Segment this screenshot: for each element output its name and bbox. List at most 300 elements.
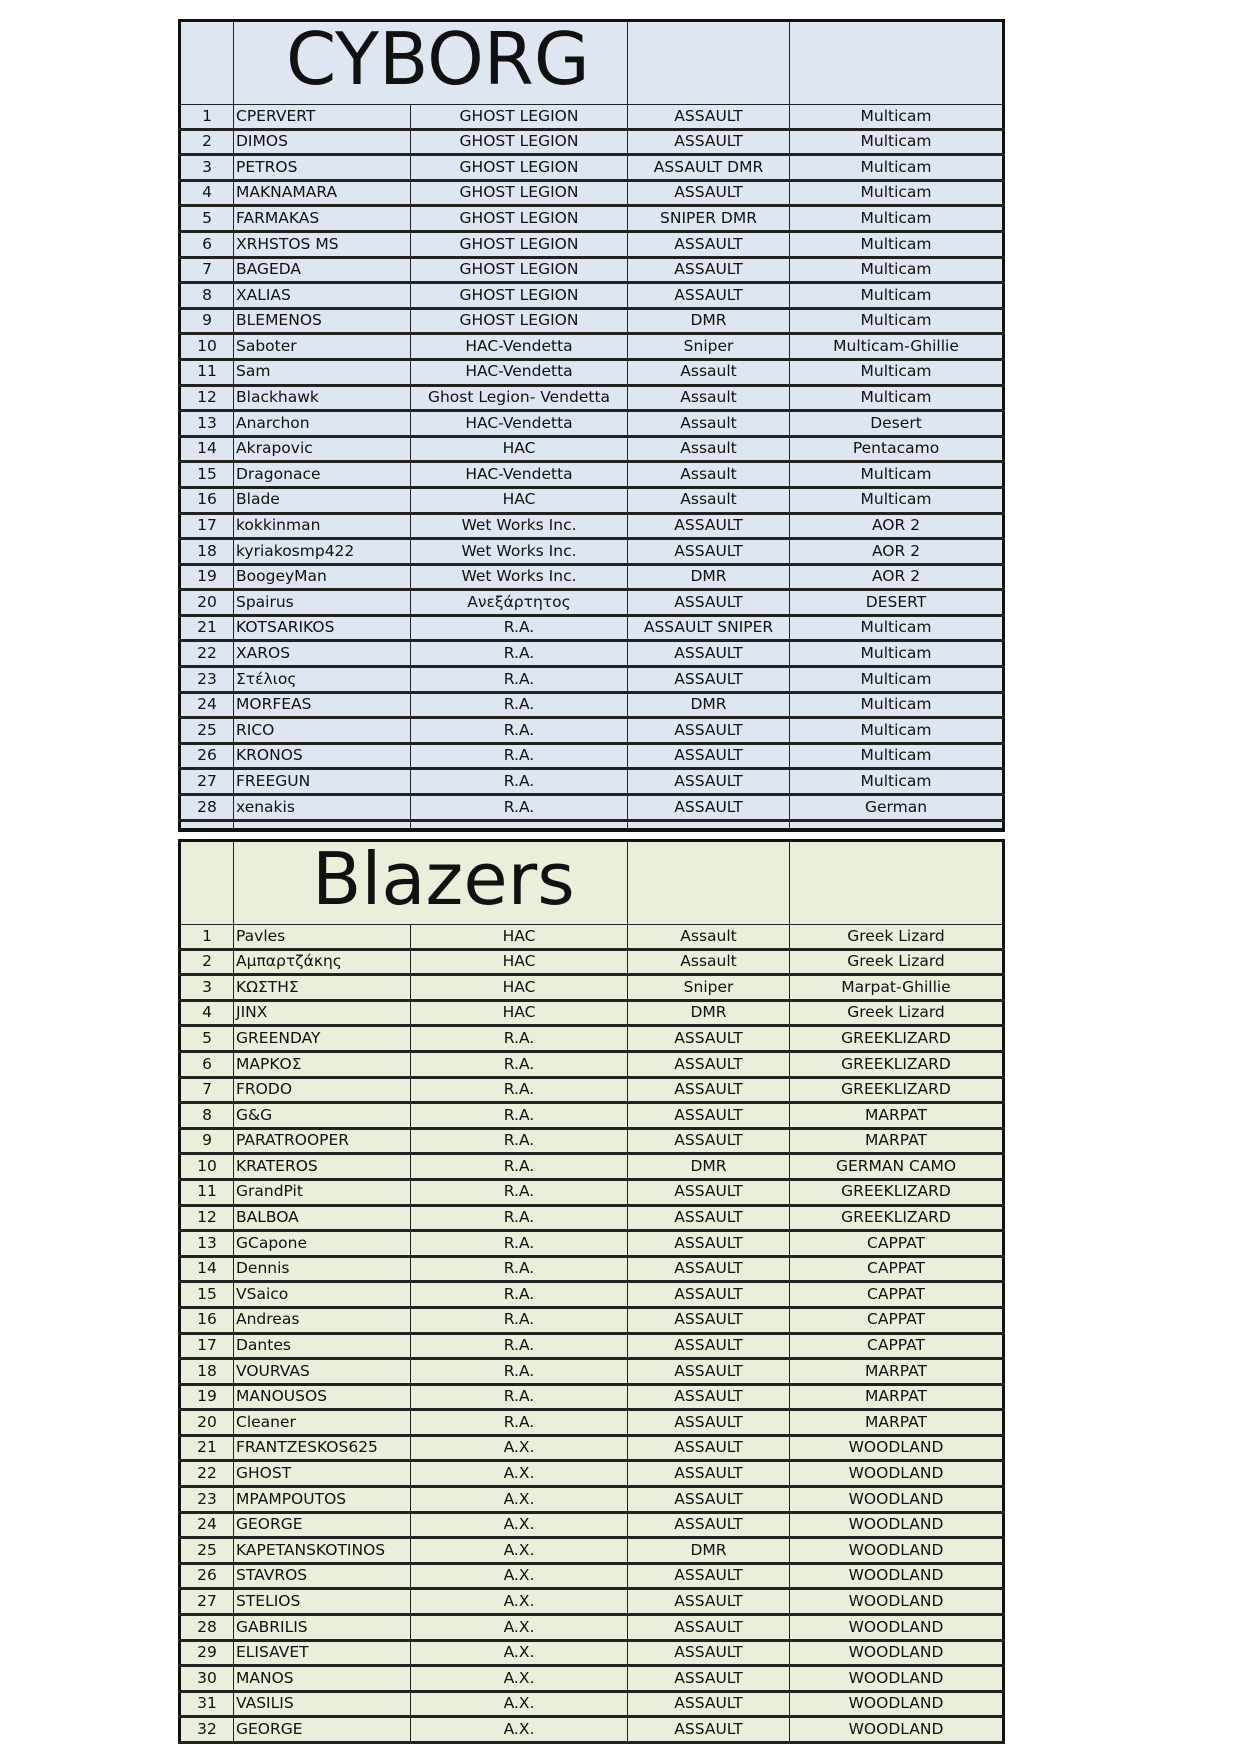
- player-number: 5: [180, 1026, 234, 1052]
- player-number: 4: [180, 180, 234, 206]
- player-role: ASSAULT: [628, 795, 790, 821]
- player-name: GEORGE: [234, 1717, 411, 1743]
- player-name: Pavles: [234, 925, 411, 950]
- player-camo: WOODLAND: [790, 1615, 1004, 1641]
- player-number: 18: [180, 1359, 234, 1385]
- player-number: 13: [180, 1231, 234, 1257]
- player-role: ASSAULT: [628, 718, 790, 744]
- player-name: DIMOS: [234, 129, 411, 155]
- player-camo: Multicam: [790, 615, 1004, 641]
- player-group: GHOST LEGION: [411, 129, 628, 155]
- table-row: [180, 1154, 1004, 1180]
- player-camo: MARPAT: [790, 1410, 1004, 1436]
- player-role: ASSAULT: [628, 1615, 790, 1641]
- player-group: GHOST LEGION: [411, 308, 628, 334]
- player-camo: Multicam: [790, 667, 1004, 693]
- table-row: [180, 334, 1004, 360]
- table-row: [180, 1461, 1004, 1487]
- spacer-cell: [234, 820, 411, 830]
- player-name: Akrapovic: [234, 436, 411, 462]
- player-name: Blackhawk: [234, 385, 411, 411]
- player-number: 26: [180, 1563, 234, 1589]
- player-role: Assault: [628, 436, 790, 462]
- player-role: ASSAULT: [628, 180, 790, 206]
- player-role: ASSAULT: [628, 1384, 790, 1410]
- player-number: 16: [180, 487, 234, 513]
- player-number: 3: [180, 155, 234, 181]
- player-camo: WOODLAND: [790, 1487, 1004, 1513]
- player-group: A.X.: [411, 1563, 628, 1589]
- player-number: 20: [180, 1410, 234, 1436]
- player-camo: AOR 2: [790, 539, 1004, 565]
- team-header-row: [180, 841, 1004, 925]
- player-group: R.A.: [411, 1384, 628, 1410]
- player-number: 24: [180, 692, 234, 718]
- player-camo: WOODLAND: [790, 1691, 1004, 1717]
- player-group: HAC: [411, 949, 628, 975]
- player-number: 30: [180, 1666, 234, 1692]
- spacer-cell: [790, 820, 1004, 830]
- player-name: CPERVERT: [234, 105, 411, 130]
- player-group: R.A.: [411, 1077, 628, 1103]
- table-row: [180, 385, 1004, 411]
- player-role: ASSAULT: [628, 1051, 790, 1077]
- player-role: ASSAULT: [628, 1282, 790, 1308]
- player-name: PETROS: [234, 155, 411, 181]
- player-number: 18: [180, 539, 234, 565]
- table-row: [180, 1512, 1004, 1538]
- player-name: GrandPit: [234, 1179, 411, 1205]
- player-number: 7: [180, 257, 234, 283]
- player-camo: GREEKLIZARD: [790, 1026, 1004, 1052]
- player-number: 13: [180, 411, 234, 437]
- table-row: [180, 436, 1004, 462]
- player-name: FRANTZESKOS625: [234, 1435, 411, 1461]
- player-group: A.X.: [411, 1666, 628, 1692]
- player-number: 8: [180, 1103, 234, 1129]
- player-camo: Greek Lizard: [790, 1000, 1004, 1026]
- player-name: FREEGUN: [234, 769, 411, 795]
- player-number: 1: [180, 925, 234, 950]
- player-role: ASSAULT: [628, 231, 790, 257]
- player-number: 9: [180, 1128, 234, 1154]
- player-role: ASSAULT: [628, 1026, 790, 1052]
- player-camo: AOR 2: [790, 513, 1004, 539]
- player-number: 11: [180, 1179, 234, 1205]
- player-group: Wet Works Inc.: [411, 539, 628, 565]
- player-group: R.A.: [411, 1179, 628, 1205]
- table-row: [180, 1538, 1004, 1564]
- player-number: 23: [180, 1487, 234, 1513]
- player-camo: CAPPAT: [790, 1307, 1004, 1333]
- player-name: Sam: [234, 359, 411, 385]
- player-name: VOURVAS: [234, 1359, 411, 1385]
- table-row: [180, 743, 1004, 769]
- player-camo: WOODLAND: [790, 1538, 1004, 1564]
- player-name: KRATEROS: [234, 1154, 411, 1180]
- player-group: R.A.: [411, 641, 628, 667]
- table-row: [180, 257, 1004, 283]
- table-row: [180, 105, 1004, 130]
- player-name: Cleaner: [234, 1410, 411, 1436]
- player-name: GABRILIS: [234, 1615, 411, 1641]
- player-name: ΜΑΡΚΟΣ: [234, 1051, 411, 1077]
- table-row: [180, 564, 1004, 590]
- player-role: ASSAULT: [628, 1691, 790, 1717]
- player-name: BALBOA: [234, 1205, 411, 1231]
- table-row: [180, 231, 1004, 257]
- player-group: R.A.: [411, 1359, 628, 1385]
- player-group: A.X.: [411, 1461, 628, 1487]
- player-number: 20: [180, 590, 234, 616]
- player-role: Assault: [628, 949, 790, 975]
- player-number: 15: [180, 1282, 234, 1308]
- table-row: [180, 1333, 1004, 1359]
- player-camo: CAPPAT: [790, 1333, 1004, 1359]
- table-row: [180, 1717, 1004, 1743]
- table-row: [180, 1179, 1004, 1205]
- player-camo: Multicam: [790, 641, 1004, 667]
- player-role: ASSAULT: [628, 1128, 790, 1154]
- player-role: ASSAULT: [628, 1333, 790, 1359]
- player-group: R.A.: [411, 1103, 628, 1129]
- player-camo: Multicam: [790, 769, 1004, 795]
- player-name: STAVROS: [234, 1563, 411, 1589]
- table-row: [180, 692, 1004, 718]
- player-group: A.X.: [411, 1538, 628, 1564]
- spacer-cell: [411, 820, 628, 830]
- player-group: R.A.: [411, 1231, 628, 1257]
- blazers-rows: [180, 841, 1004, 1743]
- player-camo: WOODLAND: [790, 1563, 1004, 1589]
- player-group: HAC-Vendetta: [411, 411, 628, 437]
- player-group: HAC: [411, 487, 628, 513]
- player-number: 5: [180, 206, 234, 232]
- player-name: KOTSARIKOS: [234, 615, 411, 641]
- spacer-cell: [180, 820, 234, 830]
- table-row: [180, 975, 1004, 1001]
- header-blank-cell: [790, 841, 1004, 925]
- player-group: R.A.: [411, 1333, 628, 1359]
- player-number: 22: [180, 641, 234, 667]
- player-camo: Multicam: [790, 385, 1004, 411]
- player-camo: Multicam: [790, 105, 1004, 130]
- player-camo: Multicam: [790, 359, 1004, 385]
- player-camo: GREEKLIZARD: [790, 1051, 1004, 1077]
- blazers-roster-table: [178, 839, 1005, 1744]
- player-camo: GREEKLIZARD: [790, 1077, 1004, 1103]
- player-camo: MARPAT: [790, 1103, 1004, 1129]
- player-role: ASSAULT: [628, 1077, 790, 1103]
- table-row: [180, 1051, 1004, 1077]
- player-camo: DESERT: [790, 590, 1004, 616]
- player-name: GCapone: [234, 1231, 411, 1257]
- table-row: [180, 1640, 1004, 1666]
- player-camo: German: [790, 795, 1004, 821]
- player-camo: GREEKLIZARD: [790, 1205, 1004, 1231]
- player-name: Αμπαρτζάκης: [234, 949, 411, 975]
- player-group: Wet Works Inc.: [411, 513, 628, 539]
- player-number: 6: [180, 231, 234, 257]
- player-number: 10: [180, 1154, 234, 1180]
- team-title: CYBORG: [234, 21, 628, 105]
- table-row: [180, 769, 1004, 795]
- player-group: HAC-Vendetta: [411, 334, 628, 360]
- team-header-row: [180, 21, 1004, 105]
- player-camo: Multicam: [790, 257, 1004, 283]
- player-camo: WOODLAND: [790, 1461, 1004, 1487]
- player-number: 17: [180, 1333, 234, 1359]
- player-role: ASSAULT: [628, 1256, 790, 1282]
- player-group: R.A.: [411, 769, 628, 795]
- player-number: 11: [180, 359, 234, 385]
- player-name: kokkinman: [234, 513, 411, 539]
- table-row: [180, 129, 1004, 155]
- player-group: R.A.: [411, 743, 628, 769]
- player-group: R.A.: [411, 1051, 628, 1077]
- player-camo: GERMAN CAMO: [790, 1154, 1004, 1180]
- player-role: ASSAULT: [628, 1435, 790, 1461]
- player-role: ASSAULT: [628, 283, 790, 309]
- player-camo: Multicam: [790, 180, 1004, 206]
- table-row: [180, 1359, 1004, 1385]
- player-group: R.A.: [411, 667, 628, 693]
- player-number: 1: [180, 105, 234, 130]
- cyborg-rows: [180, 21, 1004, 830]
- table-row: [180, 1666, 1004, 1692]
- player-name: GEORGE: [234, 1512, 411, 1538]
- player-role: ASSAULT: [628, 1410, 790, 1436]
- player-number: 27: [180, 1589, 234, 1615]
- table-row: [180, 1282, 1004, 1308]
- header-blank-cell: [180, 21, 234, 105]
- player-group: HAC-Vendetta: [411, 359, 628, 385]
- player-camo: MARPAT: [790, 1128, 1004, 1154]
- player-role: ASSAULT: [628, 1307, 790, 1333]
- player-name: GHOST: [234, 1461, 411, 1487]
- player-name: kyriakosmp422: [234, 539, 411, 565]
- player-name: Dennis: [234, 1256, 411, 1282]
- player-camo: Desert: [790, 411, 1004, 437]
- player-camo: Multicam: [790, 155, 1004, 181]
- player-role: Assault: [628, 925, 790, 950]
- player-number: 27: [180, 769, 234, 795]
- player-number: 21: [180, 1435, 234, 1461]
- player-camo: Multicam: [790, 487, 1004, 513]
- player-camo: WOODLAND: [790, 1640, 1004, 1666]
- player-name: MPAMPOUTOS: [234, 1487, 411, 1513]
- player-number: 32: [180, 1717, 234, 1743]
- player-number: 16: [180, 1307, 234, 1333]
- spacer-cell: [628, 820, 790, 830]
- player-name: Dantes: [234, 1333, 411, 1359]
- player-camo: CAPPAT: [790, 1282, 1004, 1308]
- table-row: [180, 1231, 1004, 1257]
- player-group: GHOST LEGION: [411, 257, 628, 283]
- player-group: R.A.: [411, 1128, 628, 1154]
- player-role: Sniper: [628, 334, 790, 360]
- player-role: Assault: [628, 359, 790, 385]
- table-row: [180, 1026, 1004, 1052]
- player-camo: Multicam: [790, 231, 1004, 257]
- table-row: [180, 411, 1004, 437]
- player-group: A.X.: [411, 1435, 628, 1461]
- player-camo: Multicam: [790, 308, 1004, 334]
- player-role: ASSAULT: [628, 1563, 790, 1589]
- player-role: ASSAULT: [628, 513, 790, 539]
- player-number: 15: [180, 462, 234, 488]
- player-group: R.A.: [411, 1410, 628, 1436]
- player-camo: Multicam: [790, 206, 1004, 232]
- player-name: KRONOS: [234, 743, 411, 769]
- player-number: 31: [180, 1691, 234, 1717]
- player-camo: Pentacamo: [790, 436, 1004, 462]
- player-camo: Multicam: [790, 692, 1004, 718]
- player-name: MANOUSOS: [234, 1384, 411, 1410]
- player-role: ASSAULT: [628, 1461, 790, 1487]
- player-group: R.A.: [411, 718, 628, 744]
- player-group: R.A.: [411, 1256, 628, 1282]
- table-spacer-row: [180, 820, 1004, 830]
- table-row: [180, 1307, 1004, 1333]
- player-role: DMR: [628, 1538, 790, 1564]
- table-row: [180, 1410, 1004, 1436]
- player-role: ASSAULT: [628, 743, 790, 769]
- table-row: [180, 155, 1004, 181]
- header-blank-cell: [628, 841, 790, 925]
- table-row: [180, 283, 1004, 309]
- table-row: [180, 1563, 1004, 1589]
- table-row: [180, 795, 1004, 821]
- player-camo: WOODLAND: [790, 1589, 1004, 1615]
- header-blank-cell: [628, 21, 790, 105]
- player-camo: Marpat-Ghillie: [790, 975, 1004, 1001]
- player-camo: Greek Lizard: [790, 925, 1004, 950]
- player-group: A.X.: [411, 1512, 628, 1538]
- table-row: [180, 1103, 1004, 1129]
- player-name: BLEMENOS: [234, 308, 411, 334]
- table-row: [180, 462, 1004, 488]
- table-row: [180, 590, 1004, 616]
- player-name: ELISAVET: [234, 1640, 411, 1666]
- player-group: R.A.: [411, 1026, 628, 1052]
- player-role: DMR: [628, 692, 790, 718]
- player-camo: GREEKLIZARD: [790, 1179, 1004, 1205]
- player-name: GREENDAY: [234, 1026, 411, 1052]
- player-camo: Multicam: [790, 462, 1004, 488]
- player-role: ASSAULT: [628, 590, 790, 616]
- player-role: DMR: [628, 564, 790, 590]
- player-name: JINX: [234, 1000, 411, 1026]
- player-group: R.A.: [411, 1205, 628, 1231]
- player-number: 6: [180, 1051, 234, 1077]
- player-name: MAKNAMARA: [234, 180, 411, 206]
- table-row: [180, 1589, 1004, 1615]
- player-role: ASSAULT: [628, 1103, 790, 1129]
- player-group: R.A.: [411, 795, 628, 821]
- player-name: STELIOS: [234, 1589, 411, 1615]
- player-role: Assault: [628, 411, 790, 437]
- player-camo: Greek Lizard: [790, 949, 1004, 975]
- player-group: Ghost Legion- Vendetta: [411, 385, 628, 411]
- player-camo: Multicam: [790, 129, 1004, 155]
- player-group: R.A.: [411, 1282, 628, 1308]
- player-name: G&G: [234, 1103, 411, 1129]
- table-row: [180, 1384, 1004, 1410]
- player-name: Anarchon: [234, 411, 411, 437]
- table-row: [180, 180, 1004, 206]
- player-number: 14: [180, 1256, 234, 1282]
- player-name: xenakis: [234, 795, 411, 821]
- player-name: KAPETANSKOTINOS: [234, 1538, 411, 1564]
- table-row: [180, 1256, 1004, 1282]
- player-name: Dragonace: [234, 462, 411, 488]
- player-camo: CAPPAT: [790, 1231, 1004, 1257]
- player-camo: Multicam-Ghillie: [790, 334, 1004, 360]
- player-role: ASSAULT: [628, 1589, 790, 1615]
- player-role: Assault: [628, 385, 790, 411]
- player-group: GHOST LEGION: [411, 206, 628, 232]
- player-number: 2: [180, 949, 234, 975]
- player-group: GHOST LEGION: [411, 231, 628, 257]
- table-row: [180, 539, 1004, 565]
- table-row: [180, 925, 1004, 950]
- table-row: [180, 359, 1004, 385]
- player-role: ASSAULT: [628, 1512, 790, 1538]
- player-role: ASSAULT: [628, 769, 790, 795]
- player-number: 19: [180, 1384, 234, 1410]
- player-number: 8: [180, 283, 234, 309]
- player-camo: CAPPAT: [790, 1256, 1004, 1282]
- player-number: 17: [180, 513, 234, 539]
- player-number: 28: [180, 795, 234, 821]
- player-number: 28: [180, 1615, 234, 1641]
- player-number: 4: [180, 1000, 234, 1026]
- player-number: 7: [180, 1077, 234, 1103]
- player-name: PARATROOPER: [234, 1128, 411, 1154]
- player-group: Ανεξάρτητος: [411, 590, 628, 616]
- player-role: ASSAULT: [628, 1231, 790, 1257]
- table-row: [180, 1077, 1004, 1103]
- table-row: [180, 615, 1004, 641]
- table-row: [180, 1435, 1004, 1461]
- player-name: Blade: [234, 487, 411, 513]
- player-camo: WOODLAND: [790, 1717, 1004, 1743]
- player-group: HAC: [411, 436, 628, 462]
- player-group: R.A.: [411, 615, 628, 641]
- player-group: GHOST LEGION: [411, 155, 628, 181]
- player-number: 26: [180, 743, 234, 769]
- player-name: XALIAS: [234, 283, 411, 309]
- player-group: HAC: [411, 1000, 628, 1026]
- player-role: ASSAULT: [628, 105, 790, 130]
- table-row: [180, 513, 1004, 539]
- table-row: [180, 1487, 1004, 1513]
- player-number: 9: [180, 308, 234, 334]
- player-name: VASILIS: [234, 1691, 411, 1717]
- team-title: Blazers: [234, 841, 628, 925]
- player-name: FARMAKAS: [234, 206, 411, 232]
- player-group: GHOST LEGION: [411, 180, 628, 206]
- table-row: [180, 1205, 1004, 1231]
- player-number: 29: [180, 1640, 234, 1666]
- player-camo: WOODLAND: [790, 1666, 1004, 1692]
- player-name: MORFEAS: [234, 692, 411, 718]
- player-group: R.A.: [411, 1154, 628, 1180]
- player-role: ASSAULT: [628, 1359, 790, 1385]
- player-role: ASSAULT DMR: [628, 155, 790, 181]
- player-role: ASSAULT: [628, 1487, 790, 1513]
